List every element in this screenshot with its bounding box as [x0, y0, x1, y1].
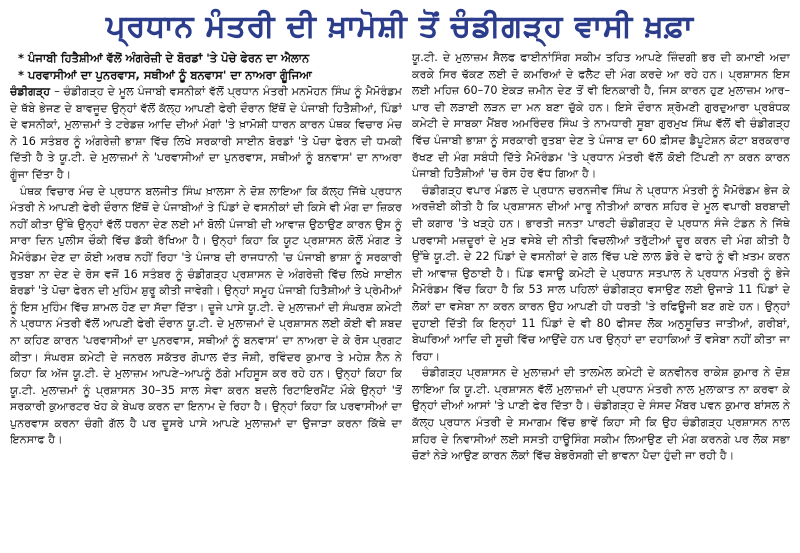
headline: ਪ੍ਰਧਾਨ ਮੰਤਰੀ ਦੀ ਖ਼ਾਮੋਸ਼ੀ ਤੋਂ ਚੰਡੀਗੜ੍ਹ ਵਾਸੀ ਖ਼ਫ਼ਾ [106, 9, 694, 44]
subhead-1 [18, 50, 402, 67]
column-right [412, 50, 790, 542]
paragraph-right-2: ਚੰਡੀਗੜ੍ਹ ਵਪਾਰ ਮੰਡਲ ਦੇ ਪ੍ਰਧਾਨ ਚਰਨਜੀਵ ਸਿੰਘ ਨੇ ਪ੍ਰਧਾਨ ਮੰਤਰੀ ਨੂੰ ਮੈਮੋਰੰਡਮ ਭੇਜ ਕੇ ਅਰਜ਼ੋਈ ਕੀਤੀ ਹੈ ਕਿ ਪ੍ਰਸ਼ਾਸਨ ਦੀਆਂ ਮਾਰੂ ਨੀਤੀਆਂ ਕਾਰਨ ਸ਼ਹਿਰ ਦੇ ਮੂਲ ਵਪਾਰੀ ਬਰਬਾਦੀ ਦੀ ਕਗਾਰ 'ਤੇ ਖੜ੍ਹੇ ਹਨ। ਭਾਰਤੀ ਜਨਤਾ ਪਾਰਟੀ ਚੰਡੀਗੜ੍ਹ ਦੇ ਪ੍ਰਧਾਨ ਸੰਜੇ ਟੰਡਨ ਨੇ ਜਿੱਥੇ ਪਰਵਾਸੀ ਮਜ਼ਦੂਰਾਂ ਦੇ ਮੁੜ ਵਸੇਬੇ ਦੀ ਨੀਤੀ ਵਿਚਲੀਆਂ ਤਰੁੱਟੀਆਂ ਦੂਰ ਕਰਨ ਦੀ ਮੰਗ ਕੀਤੀ ਹੈ ਉੱਥੇ ਯੂ.ਟੀ. ਦੇ 22 ਪਿੰਡਾਂ ਦੇ ਵਸਨੀਕਾਂ ਦੇ ਗਲ ਵਿੱਚ ਪਏ ਲਾਲ ਡੋਰੇ ਦੇ ਫਾਹੇ ਨੂੰ ਵੀ ਖ਼ਤਮ ਕਰਨ ਦੀ ਆਵਾਜ਼ ਉਠਾਈ ਹੈ। ਪਿੰਡ ਵਸਾਊ ਕਮੇਟੀ ਦੇ ਪ੍ਰਧਾਨ ਸਤਪਾਲ ਨੇ ਪ੍ਰਧਾਨ ਮੰਤਰੀ ਨੂੰ ਭੇਜੇ ਮੈਮੋਰੰਡਮ ਵਿੱਚ ਕਿਹਾ ਹੈ ਕਿ 53 ਸਾਲ ਪਹਿਲਾਂ ਚੰਡੀਗੜ੍ਹ ਵਸਾਉਣ ਲਈ ਉਜਾੜੇ 11 ਪਿੰਡਾਂ ਦੇ ਲੋਕਾਂ ਦਾ ਵਸੇਬਾ ਨਾ ਕਰਨ ਕਾਰਨ ਉਹ ਆਪਣੀ ਹੀ ਧਰਤੀ 'ਤੇ ਰਫਿਊਜੀ ਬਣ ਗਏ ਹਨ। ਉਨ੍ਹਾਂ ਦੁਹਾਈ ਦਿੱਤੀ ਕਿ ਇਨ੍ਹਾਂ 11 ਪਿੰਡਾਂ ਦੇ ਵੀ 80 ਫੀਸਦ ਲੋਕ ਅਨੁਸੂਚਿਤ ਜਾਤੀਆਂ, ਗਰੀਬਾਂ, ਬੇਘਰਿਆਂ ਆਦਿ ਦੀ ਸੂਚੀ ਵਿੱਚ ਆਉਂਦੇ ਹਨ ਪਰ ਉਨ੍ਹਾਂ ਦਾ ਦਹਾਕਿਆਂ ਤੋਂ ਵਸੇਬਾ ਨਹੀਂ ਕੀਤਾ ਜਾ ਰਿਹਾ। [412, 183, 790, 363]
subhead-2 [18, 67, 402, 84]
bullet-star-icon: * [18, 51, 25, 65]
paragraph-left-1 [10, 84, 402, 184]
paragraph-left-2: ਪੰਥਕ ਵਿਚਾਰ ਮੰਚ ਦੇ ਪ੍ਰਧਾਨ ਬਲਜੀਤ ਸਿੰਘ ਖ਼ਾਲਸਾ ਨੇ ਦੋਸ਼ ਲਾਇਆ ਕਿ ਕੱਲ੍ਹ ਜਿੱਥੇ ਪ੍ਰਧਾਨ ਮੰਤਰੀ ਨੇ ਆਪਣੀ ਫੇਰੀ ਦੌਰਾਨ ਇੱਥੋਂ ਦੇ ਪੰਜਾਬੀਆਂ ਤੇ ਪਿੰਡਾਂ ਦੇ ਵਸਨੀਕਾਂ ਦੀ ਕਿਸੇ ਵੀ ਮੰਗ ਦਾ ਜ਼ਿਕਰ ਨਹੀਂ ਕੀਤਾ ਉੱਥੇ ਉਨ੍ਹਾਂ ਵੱਲੋਂ ਧਰਨਾ ਦੇਣ ਲਈ ਮਾਂ ਬੋਲੀ ਪੰਜਾਬੀ ਦੀ ਆਵਾਜ਼ ਉਠਾਉਣ ਕਾਰਨ ਉਸ ਨੂੰ ਸਾਰਾ ਦਿਨ ਪੁਲੀਸ ਚੌਕੀ ਵਿੱਚ ਡੱਕੀ ਰੱਖਿਆ ਹੈ। ਉਨ੍ਹਾਂ ਕਿਹਾ ਕਿ ਯੂਟ ਪ੍ਰਸ਼ਾਸਨ ਕੋਲੋਂ ਮੰਗਣ ਤੇ ਮੈਮੋਰੰਡਮ ਦੇਣ ਦਾ ਕੋਈ ਅਰਥ ਨਹੀਂ ਰਿਹਾ 'ਤੇ ਪੰਜਾਬ ਦੀ ਰਾਜਧਾਨੀ 'ਚ ਪੰਜਾਬੀ ਭਾਸ਼ਾ ਨੂੰ ਸਰਕਾਰੀ ਰੁਤਬਾ ਨਾ ਦੇਣ ਦੇ ਰੋਸ ਵਜੋਂ 16 ਸਤੰਬਰ ਨੂੰ ਚੰਡੀਗੜ੍ਹ ਪ੍ਰਸ਼ਾਸਨ ਦੇ ਅੰਗਰੇਜ਼ੀ ਵਿੱਚ ਲਿਖੇ ਸਾਈਨ ਬੋਰਡਾਂ 'ਤੇ ਪੋਚਾ ਫੇਰਨ ਦੀ ਮੁਹਿੰਮ ਸ਼ੁਰੂ ਕੀਤੀ ਜਾਵੇਗੀ। ਉਨ੍ਹਾਂ ਸਮੂਹ ਪੰਜਾਬੀ ਹਿਤੈਸ਼ੀਆਂ ਤੇ ਪ੍ਰੇਮੀਆਂ ਨੂੰ ਇਸ ਮੁਹਿੰਮ ਵਿੱਚ ਸ਼ਾਮਲ ਹੋਣ ਦਾ ਸੱਦਾ ਦਿੱਤਾ। ਦੂਜੇ ਪਾਸੇ ਯੂ.ਟੀ. ਦੇ ਮੁਲਾਜ਼ਮਾਂ ਦੀ ਸੰਘਰਸ਼ ਕਮੇਟੀ ਨੇ ਪ੍ਰਧਾਨ ਮੰਤਰੀ ਵੱਲੋਂ ਆਪਣੀ ਫੇਰੀ ਦੌਰਾਨ ਯੂ.ਟੀ. ਦੇ ਮੁਲਾਜ਼ਮਾਂ ਦੇ ਪ੍ਰਸ਼ਾਸਨ ਲਈ ਕੋਈ ਵੀ ਸ਼ਬਦ ਨਾ ਕਹਿਣ ਕਾਰਨ 'ਪਰਵਾਸੀਆਂ ਦਾ ਪੁਨਰਵਾਸ, ਸਥੀਆਂ ਨੂੰ ਬਨਵਾਸ' ਦਾ ਨਾਅਰਾ ਦੇ ਕੇ ਰੋਸ ਪ੍ਰਗਟ ਕੀਤਾ। ਸੰਘਰਸ਼ ਕਮੇਟੀ ਦੇ ਜਨਰਲ ਸਕੱਤਰ ਗੋਪਾਲ ਦੱਤ ਜੋਸ਼ੀ, ਰਵਿੰਦਰ ਕੁਮਾਰ ਤੇ ਮਹੇਸ਼ ਨੈਨ ਨੇ ਕਿਹਾ ਕਿ ਅੱਜ ਯੂ.ਟੀ. ਦੇ ਮੁਲਾਜ਼ਮ ਆਪਣੇ–ਆਪਨੂੰ ਠੱਗੇ ਮਹਿਸੂਸ ਕਰ ਰਹੇ ਹਨ। ਉਨ੍ਹਾਂ ਕਿਹਾ ਕਿ ਯੂ.ਟੀ. ਮੁਲਾਜ਼ਮਾਂ ਨੂੰ ਪ੍ਰਸ਼ਾਸਨ 30–35 ਸਾਲ ਸੇਵਾ ਕਰਨ ਬਦਲੇ ਰਿਟਾਇਰਮੈਂਟ ਮੌਕੇ ਉਨ੍ਹਾਂ 'ਤੋਂ ਸਰਕਾਰੀ ਕੁਆਰਟਰ ਖੋਹ ਕੇ ਬੇਘਰ ਕਰਨ ਦਾ ਇਨਾਮ ਦੇ ਰਿਹਾ ਹੈ। ਉਨ੍ਹਾਂ ਕਿਹਾ ਕਿ ਪਰਵਾਸੀਆਂ ਦਾ ਪੁਨਰਵਾਸ ਕਰਨਾ ਚੰਗੀ ਗੱਲ ਹੈ ਪਰ ਦੂਸਰੇ ਪਾਸੇ ਆਪਣੇ ਮੁਲਾਜ਼ਮਾਂ ਦਾ ਉਜਾੜਾ ਕਰਨਾ ਕਿੱਥੇ ਦਾ ਇਨਸਾਫ ਹੈ। [10, 184, 402, 447]
subhead-1-text: ਪੰਜਾਬੀ ਹਿਤੈਸ਼ੀਆਂ ਵੱਲੋਂ ਅੰਗਰੇਜ਼ੀ ਦੇ ਬੋਰਡਾਂ 'ਤੇ ਪੋਚੇ ਫੇਰਨ ਦਾ ਐਲਾਨ [28, 51, 310, 65]
bullet-star-icon: * [18, 68, 25, 82]
paragraph-left-1-text: – ਚੰਡੀਗੜ੍ਹ ਦੇ ਮੂਲ ਪੰਜਾਬੀ ਵਸਨੀਕਾਂ ਵੱਲੋਂ ਪ੍ਰਧਾਨ ਮੰਤਰੀ ਮਨਮੋਹਨ ਸਿੰਘ ਨੂੰ ਮੈਮੋਰੰਡਮ ਦੇ ਥੱਬੇ ਭੇਜਣ ਦੇ ਬਾਵਜੂਦ ਉਨ੍ਹਾਂ ਵੱਲੋਂ ਕੱਲ੍ਹ ਆਪਣੀ ਫੇਰੀ ਦੌਰਾਨ ਇੱਥੋਂ ਦੇ ਪੰਜਾਬੀ ਹਿਤੈਸ਼ੀਆਂ, ਪਿੰਡਾਂ ਦੇ ਵਸਨੀਕਾਂ, ਮੁਲਾਜ਼ਮਾਂ ਤੇ ਟਰੇਡਜ਼ ਆਦਿ ਦੀਆਂ ਮੰਗਾਂ 'ਤੇ ਖ਼ਾਮੋਸ਼ੀ ਧਾਰਨ ਕਾਰਨ ਪੰਥਕ ਵਿਚਾਰ ਮੰਚ ਨੇ 16 ਸਤੰਬਰ ਨੂੰ ਅੰਗਰੇਜ਼ੀ ਭਾਸ਼ਾ ਵਿੱਚ ਲਿਖੇ ਸਰਕਾਰੀ ਸਾਈਨ ਬੋਰਡਾਂ 'ਤੇ ਪੋਚਾ ਫੇਰਨ ਦੀ ਧਮਕੀ ਦਿੱਤੀ ਹੈ ਤੇ ਯੂ.ਟੀ. ਦੇ ਮੁਲਾਜ਼ਮਾਂ ਨੇ 'ਪਰਵਾਸੀਆਂ ਦਾ ਪੁਨਰਵਾਸ, ਸਥੀਆਂ ਨੂੰ ਬਨਵਾਸ' ਦਾ ਨਾਅਰਾ ਗੂੰਜਾ ਦਿੱਤਾ ਹੈ। [10, 85, 402, 181]
subhead-2-text: ਪਰਵਾਸੀਆਂ ਦਾ ਪੁਨਰਵਾਸ, ਸਥੀਆਂ ਨੂੰ ਬਨਵਾਸ' ਦਾ ਨਾਅਰਾ ਗੂੰਜਿਆ [28, 68, 312, 82]
article-columns [10, 50, 790, 542]
column-left [10, 50, 402, 542]
dateline: ਚੰਡੀਗੜ੍ਹ [10, 85, 51, 98]
paragraph-right-1: ਯੂ.ਟੀ. ਦੇ ਮੁਲਾਜ਼ਮ ਸੈਲਫ ਫਾਈਨਾਂਸਿੰਗ ਸਕੀਮ ਤਹਿਤ ਆਪਣੇ ਜ਼ਿੰਦਗੀ ਭਰ ਦੀ ਕਮਾਈ ਅਦਾ ਕਰਕੇ ਸਿਰ ਢੱਕਣ ਲਈ ਦੋ ਕਮਰਿਆਂ ਦੇ ਫਲੈਟ ਦੀ ਮੰਗ ਕਰਦੇ ਆ ਰਹੇ ਹਨ। ਪ੍ਰਸ਼ਾਸਨ ਇਸ ਲਈ ਮਹਿਜ਼ 60–70 ਏਕੜ ਜ਼ਮੀਨ ਦੇਣ ਤੋਂ ਵੀ ਇਨਕਾਰੀ ਹੈ, ਜਿਸ ਕਾਰਨ ਹੁਣ ਮੁਲਾਜ਼ਮ ਆਰ–ਪਾਰ ਦੀ ਲੜਾਈ ਲੜਨ ਦਾ ਮਨ ਬਣਾ ਚੁੱਕੇ ਹਨ। ਇਸੇ ਦੌਰਾਨ ਸ਼੍ਰੋਮਣੀ ਗੁਰਦੁਆਰਾ ਪ੍ਰਬੰਧਕ ਕਮੇਟੀ ਦੇ ਸਾਬਕਾ ਮੈਂਬਰ ਅਮਰਿੰਦਰ ਸਿੰਘ ਤੇ ਨਾਮਧਾਰੀ ਸੂਬਾ ਗੁਰਮੁਖ ਸਿੰਘ ਵੱਲੋਂ ਵੀ ਚੰਡੀਗੜ੍ਹ ਵਿੱਚ ਪੰਜਾਬੀ ਭਾਸ਼ਾ ਨੂੰ ਸਰਕਾਰੀ ਰੁਤਬਾ ਦੇਣ ਤੇ ਪੰਜਾਬ ਦਾ 60 ਫ਼ੀਸਦ ਡੈਪੂਟੇਸ਼ਨ ਕੋਟਾ ਬਰਕਰਾਰ ਰੱਖਣ ਦੀ ਮੰਗ ਸਬੰਧੀ ਦਿੱਤੇ ਮੈਮੋਰੰਡਮ 'ਤੇ ਪ੍ਰਧਾਨ ਮੰਤਰੀ ਵੱਲੋਂ ਕੋਈ ਟਿੱਪਣੀ ਨਾ ਕਰਨ ਕਾਰਨ ਪੰਜਾਬੀ ਹਿਤੈਸ਼ੀਆਂ 'ਚ ਰੋਸ ਹੋਰ ਵੱਧ ਗਿਆ ਹੈ। [412, 51, 790, 181]
paragraph-right-3: ਚੰਡੀਗੜ੍ਹ ਪ੍ਰਸ਼ਾਸਨ ਦੇ ਮੁਲਾਜ਼ਮਾਂ ਦੀ ਤਾਲਮੇਲ ਕਮੇਟੀ ਦੇ ਕਨਵੀਨਰ ਰਾਕੇਸ਼ ਕੁਮਾਰ ਨੇ ਦੋਸ਼ ਲਾਇਆ ਕਿ ਯੂ.ਟੀ. ਪ੍ਰਸ਼ਾਸਨ ਵੱਲੋਂ ਮੁਲਾਜ਼ਮਾਂ ਦੀ ਪ੍ਰਧਾਨ ਮੰਤਰੀ ਨਾਲ ਮੁਲਾਕਾਤ ਨਾ ਕਰਵਾ ਕੇ ਉਨ੍ਹਾਂ ਦੀਆਂ ਆਸਾਂ 'ਤੇ ਪਾਣੀ ਫੇਰ ਦਿੱਤਾ ਹੈ। ਚੰਡੀਗੜ੍ਹ ਦੇ ਸੰਸਦ ਮੈਂਬਰ ਪਵਨ ਕੁਮਾਰ ਬਾਂਸਲ ਨੇ ਕੱਲ੍ਹ ਪ੍ਰਧਾਨ ਮੰਤਰੀ ਦੇ ਸਮਾਗਮ ਵਿੱਚ ਭਾਵੇਂ ਕਿਹਾ ਸੀ ਕਿ ਉਹ ਚੰਡੀਗੜ੍ਹ ਪ੍ਰਸ਼ਾਸਨ ਨਾਲ ਸ਼ਹਿਰ ਦੇ ਨਿਵਾਸੀਆਂ ਲਈ ਸਸਤੀ ਹਾਊਸਿੰਗ ਸਕੀਮ ਲਿਆਉਣ ਦੀ ਮੰਗ ਕਰਨਗੇ ਪਰ ਲੋਕ ਸਭਾ ਚੋਣਾਂ ਨੇੜੇ ਆਉਣ ਕਾਰਨ ਲੋਕਾਂ ਵਿੱਚ ਬੇਭਰੋਸਗੀ ਦੀ ਭਾਵਨਾ ਪੈਦਾ ਹੁੰਦੀ ਜਾ ਰਹੀ ਹੈ। [412, 366, 790, 463]
